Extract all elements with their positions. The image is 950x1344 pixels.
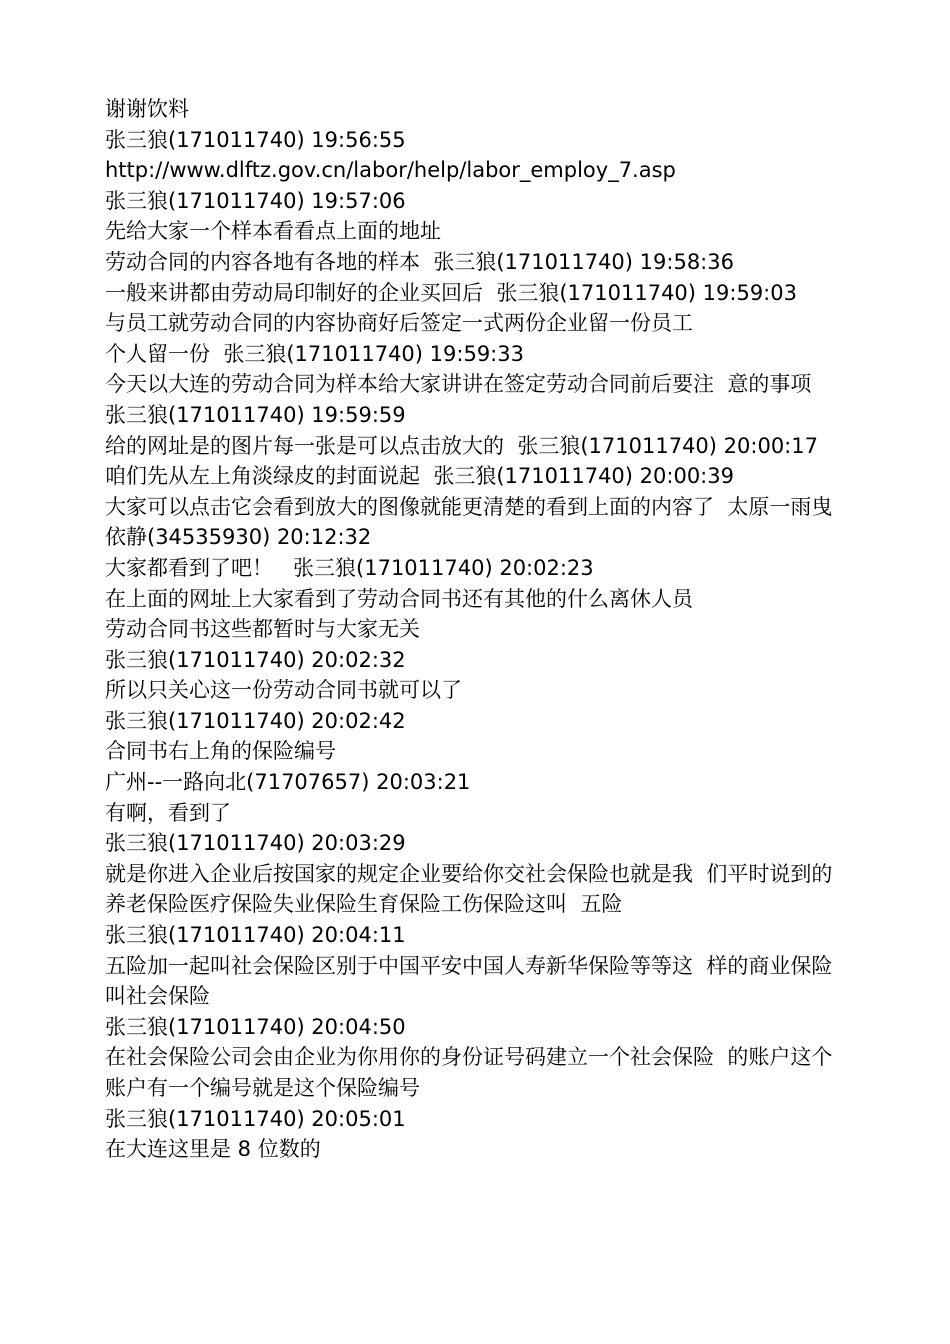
text-line: 在上面的网址上大家看到了劳动合同书还有其他的什么离休人员: [105, 586, 693, 611]
text-line: 大家可以点击它会看到放大的图像就能更清楚的看到上面的内容了 太原一雨曳依静(34535930) 20:12:32: [105, 494, 833, 550]
text-line: 一般来讲都由劳动局印制好的企业买回后 张三狼(171011740) 19:59:03: [105, 280, 797, 305]
text-line: 大家都看到了吧！ 张三狼(171011740) 20:02:23: [105, 555, 594, 580]
text-line: 张三狼(171011740) 20:03:29: [105, 831, 406, 856]
text-line: 就是你进入企业后按国家的规定企业要给你交社会保险也就是我 们平时说到的养老保险医疗保险失业保险生育保险工伤保险这叫 五险: [105, 861, 833, 917]
text-line: 与员工就劳动合同的内容协商好后签定一式两份企业留一份员工: [105, 311, 693, 336]
text-line: 劳动合同的内容各地有各地的样本 张三狼(171011740) 19:58:36: [105, 249, 734, 274]
text-line: 张三狼(171011740) 19:57:06: [105, 188, 406, 213]
text-line: 在社会保险公司会由企业为你用你的身份证号码建立一个社会保险 的账户这个账户有一个编号就是这个保险编号: [105, 1045, 833, 1100]
chat-log-text: [105, 94, 845, 1165]
text-line: 咱们先从左上角淡绿皮的封面说起 张三狼(171011740) 20:00:39: [105, 464, 734, 489]
text-line: 有啊，看到了: [105, 800, 231, 825]
text-line: 给的网址是的图片每一张是可以点击放大的 张三狼(171011740) 20:00:17: [105, 433, 818, 458]
text-line: 先给大家一个样本看看点上面的地址: [105, 219, 441, 244]
text-line: 张三狼(171011740) 20:04:50: [105, 1014, 406, 1039]
text-line: 今天以大连的劳动合同为样本给大家讲讲在签定劳动合同前后要注 意的事项 张三狼(171011740) 19:59:59: [105, 372, 825, 427]
text-line: 劳动合同书这些都暂时与大家无关: [105, 617, 420, 642]
text-line: 五险加一起叫社会保险区别于中国平安中国人寿新华保险等等这 样的商业保险叫社会保险: [105, 953, 833, 1009]
text-line: 所以只关心这一份劳动合同书就可以了: [105, 678, 462, 703]
text-line: 张三狼(171011740) 19:56:55: [105, 127, 406, 152]
text-line: 广州--一路向北(71707657) 20:03:21: [105, 770, 471, 795]
text-line: 合同书右上角的保险编号: [105, 739, 336, 764]
text-line: 个人留一份 张三狼(171011740) 19:59:33: [105, 341, 524, 366]
text-line: 张三狼(171011740) 20:04:11: [105, 923, 406, 948]
text-line: 张三狼(171011740) 20:02:32: [105, 647, 406, 672]
text-line: 谢谢饮料: [105, 97, 189, 121]
url-line: http://www.dlftz.gov.cn/labor/help/labor_employ_7.asp: [105, 158, 676, 183]
text-line: 张三狼(171011740) 20:05:01: [105, 1106, 406, 1131]
text-line: 张三狼(171011740) 20:02:42: [105, 708, 406, 733]
text-line: 在大连这里是 8 位数的: [105, 1137, 321, 1162]
